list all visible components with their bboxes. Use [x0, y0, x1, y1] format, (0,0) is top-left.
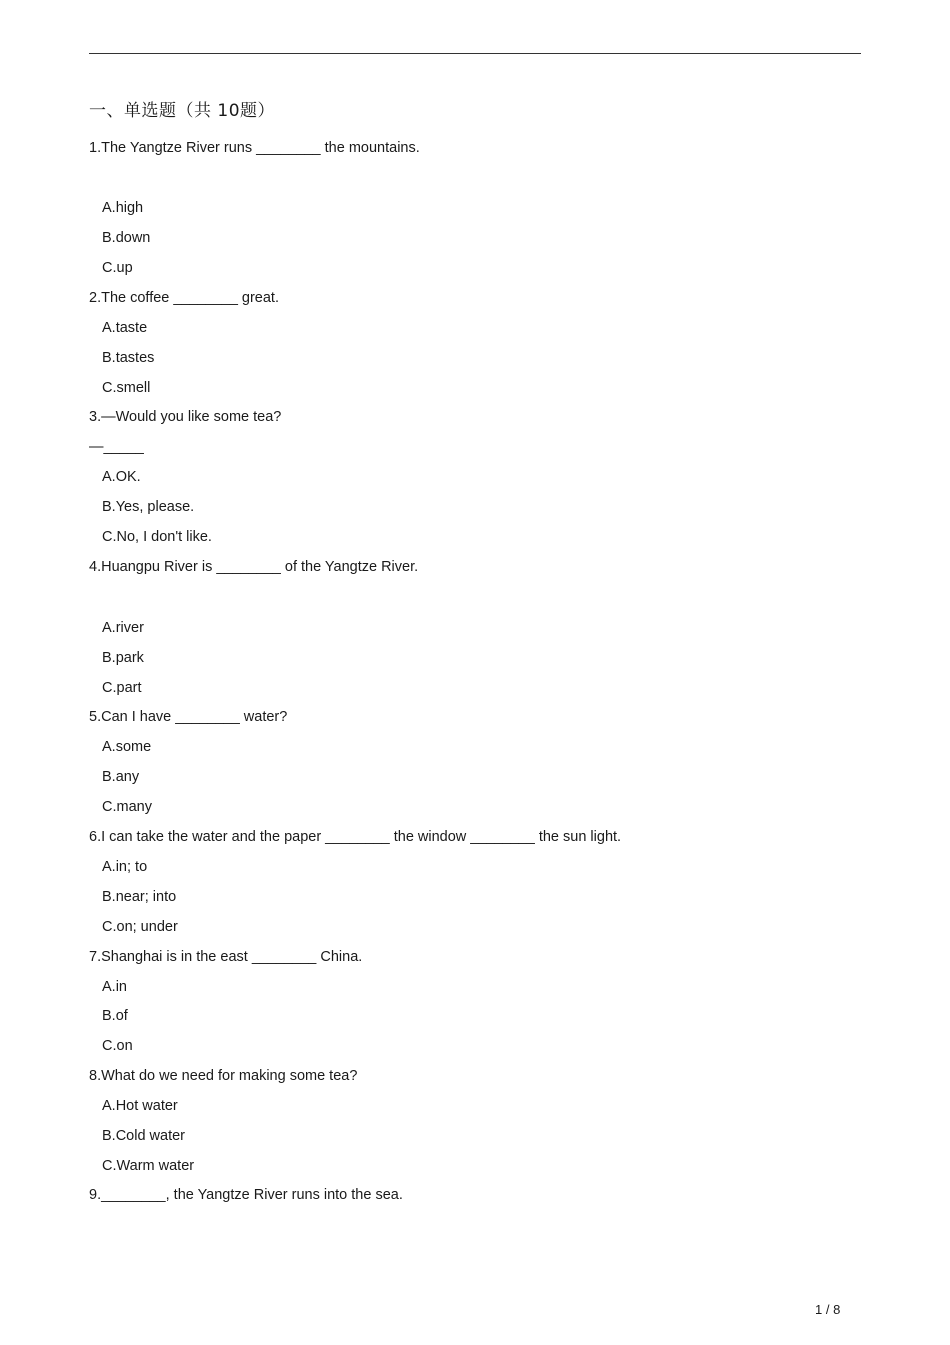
question-4-option-a: A.river: [102, 620, 144, 636]
question-5-stem: 5.Can I have ________ water?: [89, 709, 288, 725]
question-6-option-c: C.on; under: [102, 919, 178, 935]
question-2-stem: 2.The coffee ________ great.: [89, 290, 279, 306]
question-2-option-c: C.smell: [102, 380, 151, 396]
question-3-option-c: C.No, I don't like.: [102, 529, 212, 545]
header-rule: [89, 53, 861, 54]
question-2-option-b: B.tastes: [102, 350, 155, 366]
question-1-stem: 1.The Yangtze River runs ________ the mountains.: [89, 140, 420, 156]
question-7-option-c: C.on: [102, 1038, 133, 1054]
question-3-option-a: A.OK.: [102, 469, 141, 485]
question-3-option-b: B.Yes, please.: [102, 499, 195, 515]
question-8-option-a: A.Hot water: [102, 1098, 178, 1114]
question-5-option-a: A.some: [102, 739, 152, 755]
question-3-response: —_____: [89, 439, 144, 455]
question-3-stem: 3.—Would you like some tea?: [89, 409, 282, 425]
question-8-option-c: C.Warm water: [102, 1158, 195, 1174]
question-9-stem: 9.________, the Yangtze River runs into the sea.: [89, 1187, 403, 1203]
question-4-option-b: B.park: [102, 650, 144, 666]
question-7-option-a: A.in: [102, 979, 127, 995]
question-1-option-a: A.high: [102, 200, 144, 216]
page-number: 1 / 8: [815, 1302, 841, 1317]
question-5-option-c: C.many: [102, 799, 152, 815]
question-5-option-b: B.any: [102, 769, 140, 785]
question-1-option-c: C.up: [102, 260, 133, 276]
section-title: 一、单选题（共 10题）: [89, 101, 276, 121]
question-6-stem: 6.I can take the water and the paper ________ the window ________ the sun light.: [89, 829, 622, 845]
question-2-option-a: A.taste: [102, 320, 148, 336]
question-6-option-b: B.near; into: [102, 889, 177, 905]
question-1-option-b: B.down: [102, 230, 151, 246]
question-7-option-b: B.of: [102, 1008, 128, 1024]
question-8-option-b: B.Cold water: [102, 1128, 186, 1144]
question-7-stem: 7.Shanghai is in the east ________ China.: [89, 949, 363, 965]
question-8-stem: 8.What do we need for making some tea?: [89, 1068, 358, 1084]
question-6-option-a: A.in; to: [102, 859, 148, 875]
question-4-stem: 4.Huangpu River is ________ of the Yangtze River.: [89, 559, 419, 575]
question-4-option-c: C.part: [102, 680, 142, 696]
